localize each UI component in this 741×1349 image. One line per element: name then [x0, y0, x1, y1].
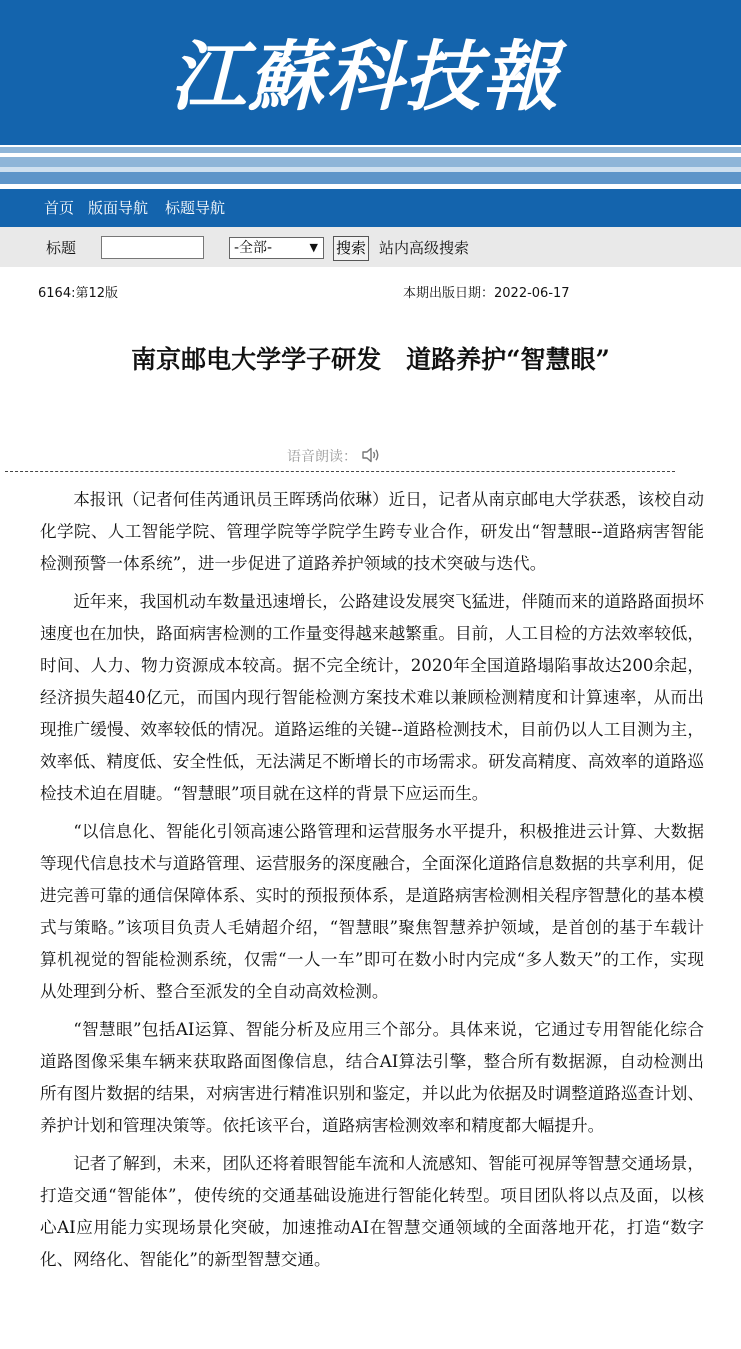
masthead-logo: 江蘇科技報	[170, 32, 560, 121]
article-body	[40, 484, 704, 1282]
category-select[interactable]	[229, 237, 324, 259]
top-nav	[0, 189, 741, 227]
title-divider	[5, 471, 675, 472]
article-title: 南京邮电大学学子研发 道路养护“智慧眼”	[131, 345, 610, 374]
article-paragraph: 本报讯（记者何佳芮通讯员王晖琇尚依琳）近日，记者从南京邮电大学获悉，该校自动化学院、人工智能学院、管理学院等学院学生跨专业合作，研发出“智慧眼--道路病害智能检测预警一体系统”，进一步促进了道路养护领域的技术突破与迭代。	[40, 490, 704, 573]
masthead-banner	[0, 0, 741, 145]
article-paragraph: “智慧眼”包括AI运算、智能分析及应用三个部分。具体来说，它通过专用智能化综合道路图像采集车辆来获取路面图像信息，结合AI算法引擎，整合所有数据源，自动检测出所有图片数据的结果，对病害进行精准识别和鉴定，并以此为依据及时调整道路巡查计划、养护计划和管理决策等。依托该平台，道路病害检测效率和精度都大幅提升。	[40, 1020, 704, 1135]
search-bar	[0, 227, 741, 267]
nav-page-navigation-link[interactable]: 版面导航	[88, 199, 149, 217]
speaker-icon[interactable]	[361, 447, 381, 463]
search-button[interactable]: 搜索	[333, 236, 369, 261]
dropdown-arrow-icon: ▼	[309, 241, 318, 254]
category-select-value: -全部-	[234, 240, 273, 256]
edition-date: 本期出版日期：2022-06-17	[403, 286, 570, 301]
nav-title-navigation-link[interactable]: 标题导航	[165, 199, 226, 217]
voice-read[interactable]	[287, 446, 381, 466]
edition-issue: 6164:第12版	[38, 286, 119, 301]
search-input[interactable]	[101, 236, 204, 259]
article-paragraph: 记者了解到，未来，团队还将着眼智能车流和人流感知、智能可视屏等智慧交通场景，打造交通“智能体”，使传统的交通基础设施进行智能化转型。项目团队将以点及面，以核心AI应用能力实现场景化突破，加速推动AI在智慧交通领域的全面落地开花，打造“数字化、网络化、智能化”的新型智慧交通。	[40, 1154, 704, 1269]
nav-home-link[interactable]: 首页	[44, 199, 75, 217]
search-label: 标题	[46, 239, 77, 257]
voice-read-label: 语音朗读：	[287, 449, 357, 465]
advanced-search-link[interactable]: 站内高级搜索	[379, 239, 470, 257]
article-paragraph: “以信息化、智能化引领高速公路管理和运营服务水平提升，积极推进云计算、大数据等现代信息技术与道路管理、运营服务的深度融合，全面深化道路信息数据的共享利用，促进完善可靠的通信保障体系、实时的预报预体系，是道路病害检测相关程序智慧化的基本模式与策略。”该项目负责人毛婧超介绍，“智慧眼”聚焦智慧养护领域，是首创的基于车载计算机视觉的智能检测系统，仅需“一人一车”即可在数小时内完成“多人数天”的工作，实现从处理到分析、整合至派发的全自动高效检测。	[40, 822, 704, 1001]
masthead-stripes	[0, 145, 741, 189]
article-paragraph: 近年来，我国机动车数量迅速增长，公路建设发展突飞猛进，伴随而来的道路路面损坏速度也在加快，路面病害检测的工作量变得越来越繁重。目前，人工目检的方法效率较低，时间、人力、物力资源成本较高。据不完全统计，2020年全国道路塌陷事故达200余起，经济损失超40亿元，而国内现行智能检测方案技术难以兼顾检测精度和计算速率，从而出现推广缓慢、效率较低的情况。道路运维的关键--道路检测技术，目前仍以人工目测为主，效率低、精度低、安全性低，无法满足不断增长的市场需求。研发高精度、高效率的道路巡检技术迫在眉睫。“智慧眼”项目就在这样的背景下应运而生。	[40, 592, 704, 803]
